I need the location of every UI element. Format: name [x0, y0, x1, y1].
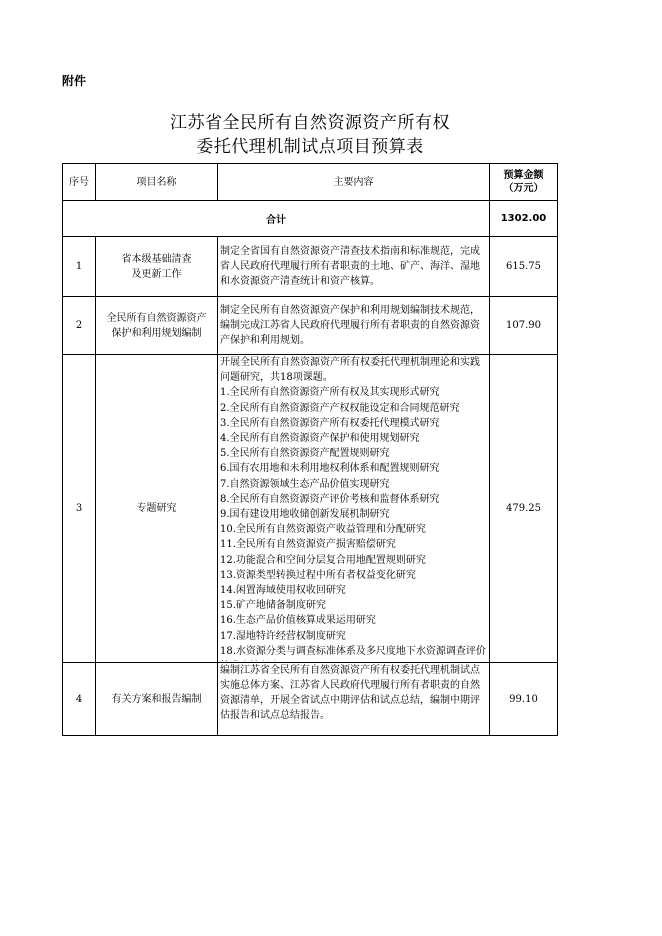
row-amount: 99.10 [490, 663, 558, 736]
row-amount: 479.25 [490, 355, 558, 663]
research-item: 16.生态产品价值核算成果运用研究 [220, 615, 376, 627]
research-item: 14.闲置海域使用权收回研究 [220, 585, 346, 597]
row-name: 专题研究 [96, 355, 218, 663]
research-item: 12.功能混合和空间分层复合用地配置规则研究 [220, 554, 426, 566]
total-label: 合计 [63, 201, 490, 237]
row-no: 4 [63, 663, 96, 736]
research-item: 11.全民所有自然资源资产损害赔偿研究 [220, 539, 396, 551]
row-content: 制定全省国有自然资源资产清查技术指南和标准规范，完成省人民政府代理履行所有者职责的土地、矿产、海洋、湿地和水资源资产清查统计和资产核算。 [218, 237, 490, 297]
row-name-line1: 省本级基础清查 [121, 253, 192, 265]
research-item: 9.国有建设用地收储创新发展机制研究 [220, 509, 390, 521]
table-row [63, 297, 558, 355]
row-no: 2 [63, 297, 96, 355]
research-item: 6.国有农用地和未利用地权利体系和配置规则研究 [220, 463, 440, 475]
table-row [63, 663, 558, 736]
header-amount [490, 164, 558, 201]
research-item: 15.矿产地储备制度研究 [220, 600, 326, 612]
row-no: 3 [63, 355, 96, 663]
research-item: 3.全民所有自然资源资产所有权委托代理模式研究 [220, 417, 440, 429]
table-row [63, 355, 558, 663]
table-row [63, 237, 558, 297]
header-amount-line2: （万元） [503, 183, 544, 194]
research-item: 1.全民所有自然资源资产所有权及其实现形式研究 [220, 387, 440, 399]
row-amount: 615.75 [490, 237, 558, 297]
header-name: 项目名称 [96, 164, 218, 201]
total-amount: 1302.00 [490, 201, 558, 237]
header-amount-line1: 预算金额 [503, 170, 544, 181]
row-name-line2: 及更新工作 [131, 268, 182, 280]
research-item: 18.水资源分类与调查标准体系及多尺度地下水资源调查评价 [220, 645, 486, 657]
row-content: 编制江苏省全民所有自然资源资产所有权委托代理机制试点实施总体方案、江苏省人民政府代理履行所有者职责的自然资源清单，开展全省试点中期评估和试点总结，编制中期评估报告和试点总结报告。 [218, 663, 490, 736]
attachment-label: 附件 [62, 74, 87, 88]
row-name-line1: 全民所有自然资源资产 [106, 312, 207, 324]
row-name-line2: 保护和利用规划编制 [111, 327, 202, 339]
research-item: 13.资源类型转换过程中所有者权益变化研究 [220, 569, 416, 581]
research-item: 4.全民所有自然资源资产保护和使用规划研究 [220, 433, 420, 445]
research-item: 8.全民所有自然资源资产评价考核和监督体系研究 [220, 493, 440, 505]
total-row [63, 201, 558, 237]
research-item: 10.全民所有自然资源资产收益管理和分配研究 [220, 524, 426, 536]
row-name [96, 237, 218, 297]
research-item: 5.全民所有自然资源资产配置规则研究 [220, 448, 390, 460]
row-content [218, 355, 490, 663]
budget-table [62, 163, 558, 736]
row-amount: 107.90 [490, 297, 558, 355]
row-no: 1 [63, 237, 96, 297]
research-intro: 开展全民所有自然资源资产所有权委托代理机制理论和实践问题研究，共18项课题。 [220, 357, 480, 384]
table-header-row [63, 164, 558, 201]
header-no: 序号 [63, 164, 96, 201]
page-title-line1: 江苏省全民所有自然资源资产所有权 [170, 113, 450, 133]
row-name: 有关方案和报告编制 [96, 663, 218, 736]
header-content: 主要内容 [218, 164, 490, 201]
row-name [96, 297, 218, 355]
page-title-line2: 委托代理机制试点项目预算表 [196, 137, 424, 157]
row-content: 制定全民所有自然资源资产保护和利用规划编制技术规范，编制完成江苏省人民政府代理履行所有者职责的自然资源资产保护和利用规划。 [218, 297, 490, 355]
research-topics [220, 355, 488, 661]
research-item: 17.湿地特许经营权制度研究 [220, 630, 346, 642]
research-item: 2.全民所有自然资源资产产权权能设定和合同规范研究 [220, 402, 460, 414]
research-item: 7.自然资源领域生态产品价值实现研究 [220, 478, 390, 490]
